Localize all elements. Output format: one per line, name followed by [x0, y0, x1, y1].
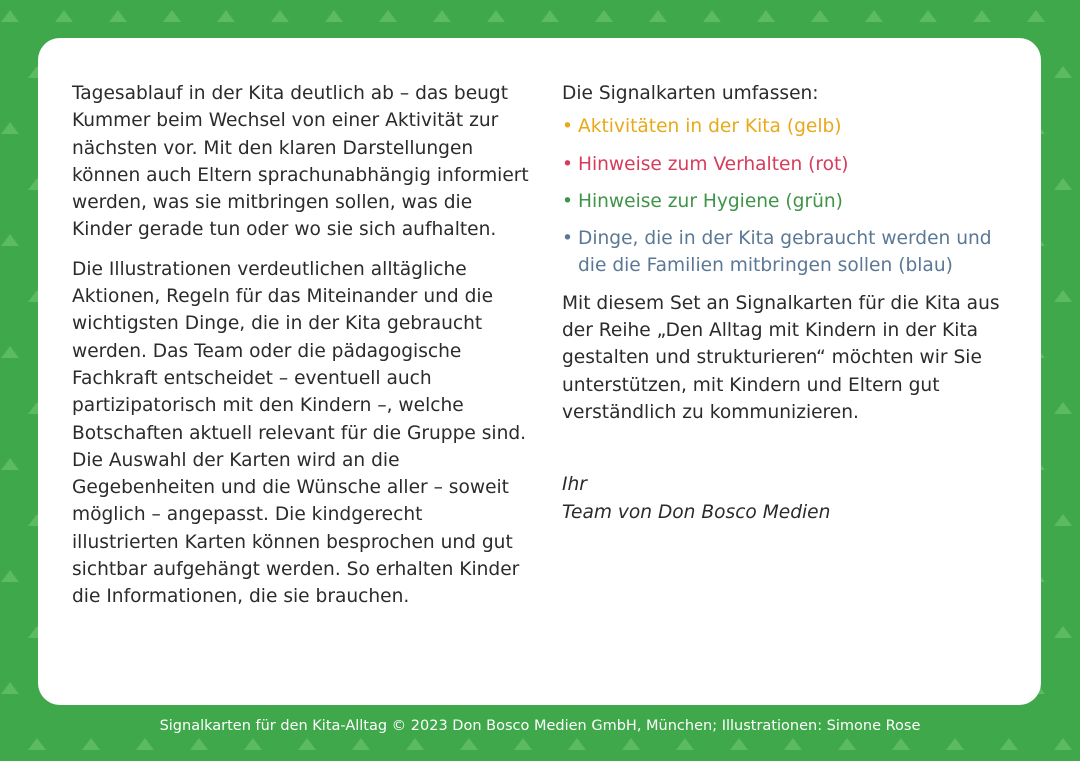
- footer-copyright: Signalkarten für den Kita-Alltag © 2023 Don Bosco Medien GmbH, München; Illustrationen: Simone Rose: [159, 718, 921, 734]
- pattern-triangle: [1054, 514, 1072, 526]
- pattern-triangle: [595, 10, 613, 22]
- pattern-triangle: [892, 738, 910, 750]
- pattern-triangle: [730, 738, 748, 750]
- pattern-triangle: [82, 738, 100, 750]
- pattern-triangle: [541, 10, 559, 22]
- pattern-triangle: [1, 234, 19, 246]
- pattern-triangle: [514, 738, 532, 750]
- text-card: [38, 38, 1041, 705]
- signature-salutation: Ihr: [562, 474, 587, 496]
- pattern-triangle: [28, 738, 46, 750]
- pattern-triangle: [1, 122, 19, 134]
- list-item-green: [562, 188, 1012, 215]
- left-column: [72, 80, 532, 623]
- pattern-triangle: [1054, 626, 1072, 638]
- signal-card-list: [562, 113, 1012, 279]
- pattern-triangle: [676, 738, 694, 750]
- list-item-red: [562, 151, 1012, 178]
- pattern-triangle: [379, 10, 397, 22]
- pattern-triangle: [271, 10, 289, 22]
- signature-team: Team von Don Bosco Medien: [562, 501, 831, 523]
- pattern-triangle: [433, 10, 451, 22]
- pattern-triangle: [865, 10, 883, 22]
- bullet-icon: •: [562, 153, 573, 175]
- pattern-triangle: [1054, 402, 1072, 414]
- pattern-triangle: [1, 570, 19, 582]
- pattern-triangle: [1054, 66, 1072, 78]
- pattern-triangle: [460, 738, 478, 750]
- pattern-triangle: [1054, 738, 1072, 750]
- pattern-triangle: [919, 10, 937, 22]
- list-item-yellow: [562, 113, 1012, 140]
- pattern-triangle: [973, 10, 991, 22]
- paragraph-purpose: Mit diesem Set an Signalkarten für die Kita aus der Reihe „Den Alltag mit Kindern in der Kita gestalten und strukturieren“ möchten wir Sie unterstützen, mit Kindern und Eltern gut verständlich zu kommunizieren.: [562, 292, 1000, 423]
- pattern-triangle: [352, 738, 370, 750]
- paragraph-illustrations: Die Illustrationen verdeutlichen alltägliche Aktionen, Regeln für das Miteinander und die wichtigsten Dinge, die in der Kita gebraucht werden. Das Team oder die pädagogische Fachkraft entscheidet – eventuell auch partizipatorisch mit den Kindern –, welche Botschaften aktuell relevant für die Gruppe sind. Die Auswahl der Karten wird an die Gegebenheiten und die Wünsche aller – soweit möglich – angepasst. Die kindgerecht illustrierten Karten können besprochen und gut sichtbar aufgehängt werden. So erhalten Kinder die Informationen, die sie brauchen.: [72, 258, 527, 608]
- pattern-triangle: [946, 738, 964, 750]
- bullet-icon: •: [562, 190, 573, 212]
- pattern-triangle: [55, 10, 73, 22]
- bullet-icon: •: [562, 228, 573, 250]
- pattern-triangle: [406, 738, 424, 750]
- pattern-triangle: [1027, 10, 1045, 22]
- list-item-text: Hinweise zum Verhalten (rot): [578, 153, 849, 175]
- right-column: [562, 80, 1012, 526]
- list-item-text: Dinge, die in der Kita gebraucht werden und die die Familien mitbringen sollen (blau): [578, 228, 992, 277]
- pattern-triangle: [244, 738, 262, 750]
- pattern-triangle: [1054, 290, 1072, 302]
- pattern-triangle: [325, 10, 343, 22]
- pattern-triangle: [757, 10, 775, 22]
- pattern-triangle: [1, 458, 19, 470]
- pattern-triangle: [622, 738, 640, 750]
- pattern-triangle: [703, 10, 721, 22]
- pattern-triangle: [298, 738, 316, 750]
- signal-list-intro: Die Signalkarten umfassen:: [562, 83, 819, 104]
- pattern-triangle: [190, 738, 208, 750]
- pattern-triangle: [163, 10, 181, 22]
- pattern-triangle: [1, 10, 19, 22]
- list-item-text: Hinweise zur Hygiene (grün): [578, 190, 843, 212]
- pattern-triangle: [217, 10, 235, 22]
- pattern-triangle: [1054, 178, 1072, 190]
- list-item-blue: [562, 225, 1012, 280]
- pattern-triangle: [1, 682, 19, 694]
- signature: [562, 471, 1012, 526]
- pattern-triangle: [811, 10, 829, 22]
- list-item-text: Aktivitäten in der Kita (gelb): [578, 116, 842, 138]
- pattern-triangle: [136, 738, 154, 750]
- pattern-triangle: [838, 738, 856, 750]
- pattern-triangle: [649, 10, 667, 22]
- pattern-triangle: [568, 738, 586, 750]
- pattern-triangle: [1000, 738, 1018, 750]
- paragraph-intro: Tagesablauf in der Kita deutlich ab – das beugt Kummer beim Wechsel von einer Aktivität zur nächsten vor. Mit den klaren Darstellungen können auch Eltern sprachunabhängig informiert werden, was sie mitbringen sollen, was die Kinder gerade tun oder wo sie sich aufhalten.: [72, 83, 529, 241]
- pattern-triangle: [109, 10, 127, 22]
- pattern-triangle: [784, 738, 802, 750]
- bullet-icon: •: [562, 116, 573, 138]
- pattern-triangle: [487, 10, 505, 22]
- pattern-triangle: [1, 346, 19, 358]
